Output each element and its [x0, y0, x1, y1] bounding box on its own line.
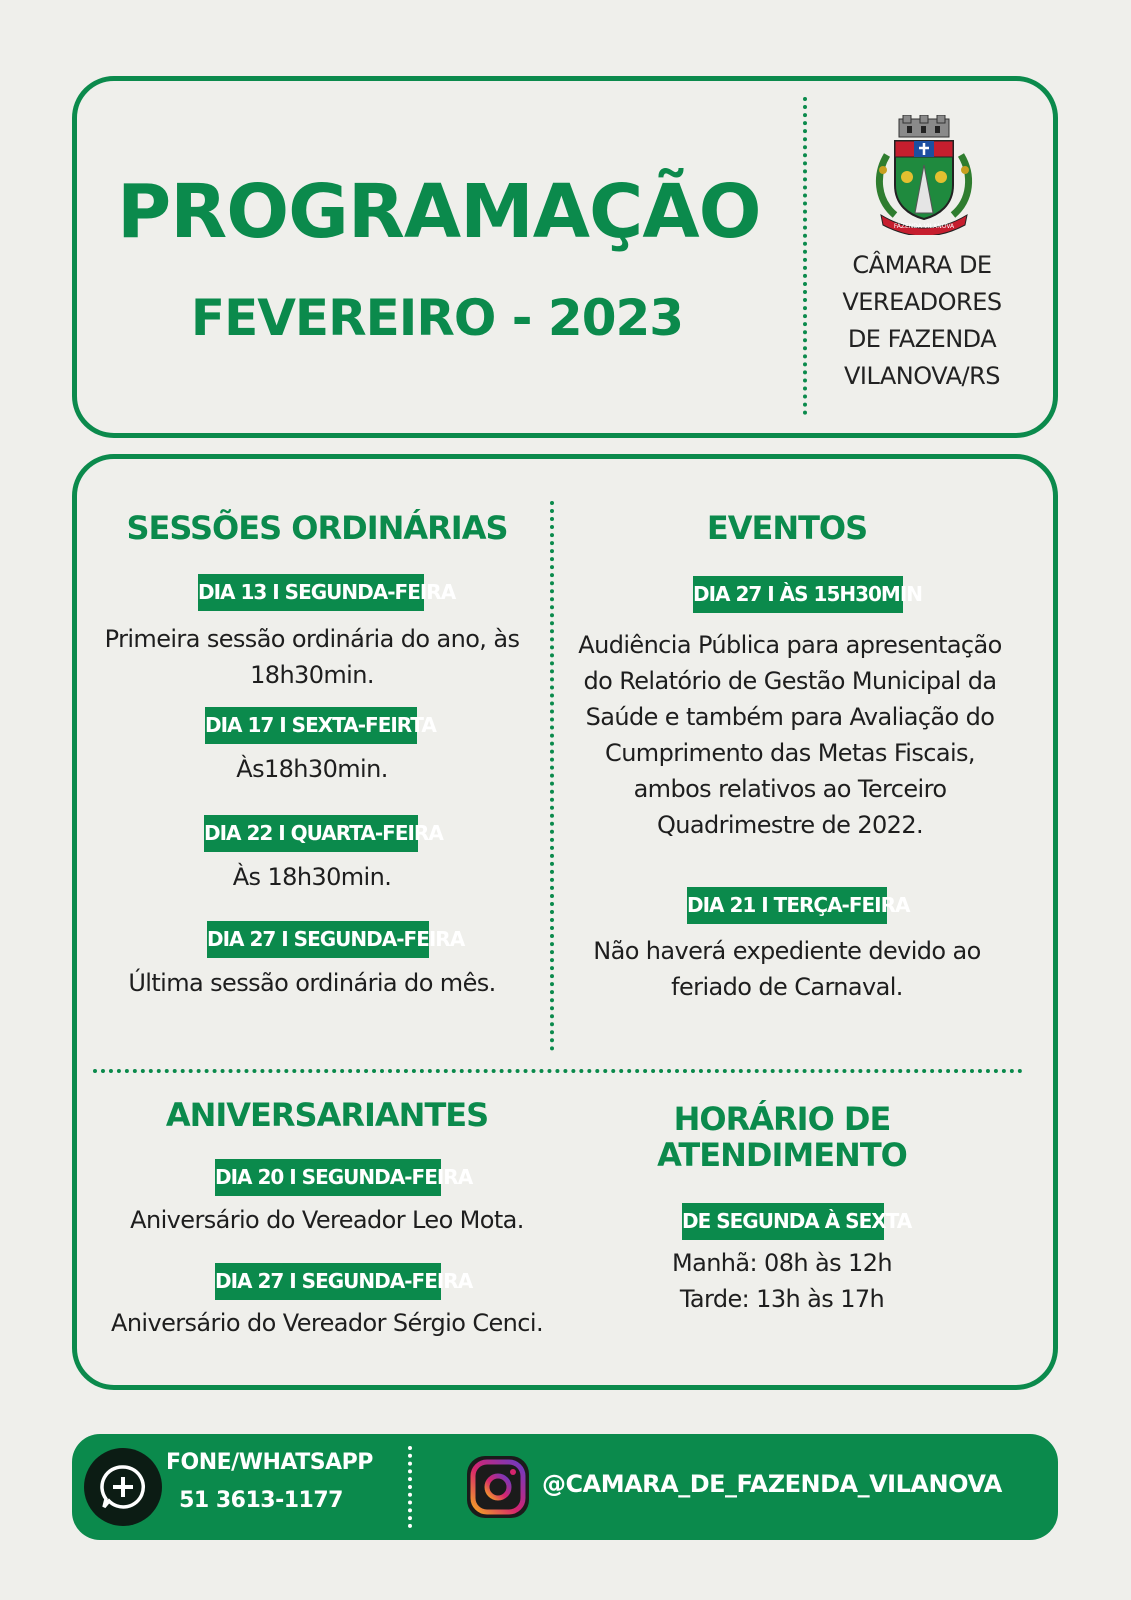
header-divider [803, 97, 807, 415]
aniversariantes-title: ANIVERSARIANTES [165, 1096, 489, 1134]
sessao-text: Às18h30min. [236, 755, 388, 783]
row-divider [93, 1069, 1023, 1073]
sessao-tag: DIA 27 I SEGUNDA-FEIRA [207, 921, 429, 958]
horario-tag: DE SEGUNDA À SEXTA [682, 1203, 884, 1240]
instagram-icon[interactable] [464, 1453, 532, 1521]
evento-text: Audiência Pública para apresentação do Relatório de Gestão Municipal da Saúde e também para Avaliação do Cumprimento das Metas Fiscais, ambos relativos ao Terceiro Quadrimestre de 2022. [578, 631, 1002, 839]
sessao-tag: DIA 22 I QUARTA-FEIRA [204, 815, 418, 852]
sessao-text: Às 18h30min. [232, 863, 392, 891]
evento-text: Não haverá expediente devido ao feriado de Carnaval. [593, 937, 981, 1001]
aniversario-text: Aniversário do Vereador Sérgio Cenci. [111, 1309, 543, 1337]
sessao-text: Última sessão ordinária do mês. [128, 969, 496, 997]
aniversario-tag: DIA 20 I SEGUNDA-FEIRA [215, 1159, 441, 1196]
crest-ribbon-text: FAZENDA VILANOVA [893, 223, 955, 230]
header-box [72, 76, 1058, 438]
horario-morning: Manhã: 08h às 12h [671, 1249, 893, 1277]
aniversario-text: Aniversário do Vereador Leo Mota. [130, 1206, 524, 1234]
column-divider [550, 501, 554, 1051]
phone-number[interactable]: 51 3613-1177 [179, 1488, 343, 1513]
evento-tag: DIA 27 I ÀS 15H30MIN [693, 576, 903, 613]
phone-label: FONE/WHATSAPP [166, 1450, 373, 1475]
aniversario-tag: DIA 27 I SEGUNDA-FEIRA [215, 1263, 441, 1300]
sessao-tag: DIA 13 I SEGUNDA-FEIRA [198, 574, 424, 611]
municipal-crest-logo [869, 115, 979, 235]
evento-tag: DIA 21 I TERÇA-FEIRA [687, 887, 887, 924]
instagram-handle[interactable]: @CAMARA_DE_FAZENDA_VILANOVA [542, 1470, 1002, 1498]
sessao-tag: DIA 17 I SEXTA-FEIRTA [205, 707, 417, 744]
organization-name: CÂMARA DE VEREADORES DE FAZENDA VILANOVA/RS [842, 251, 1002, 390]
horario-title: HORÁRIO DE ATENDIMENTO [657, 1100, 907, 1174]
footer-divider [408, 1446, 412, 1528]
page-title: PROGRAMAÇÃO [117, 169, 761, 255]
eventos-title: EVENTOS [706, 509, 868, 547]
sessao-text: Primeira sessão ordinária do ano, às 18h30min. [104, 625, 520, 689]
sessoes-title: SESSÕES ORDINÁRIAS [126, 509, 508, 547]
page-subtitle: FEVEREIRO - 2023 [190, 289, 684, 347]
footer-bar [72, 1434, 1058, 1540]
whatsapp-icon[interactable] [84, 1448, 162, 1526]
content-box [72, 454, 1058, 1390]
horario-afternoon: Tarde: 13h às 17h [679, 1285, 885, 1313]
